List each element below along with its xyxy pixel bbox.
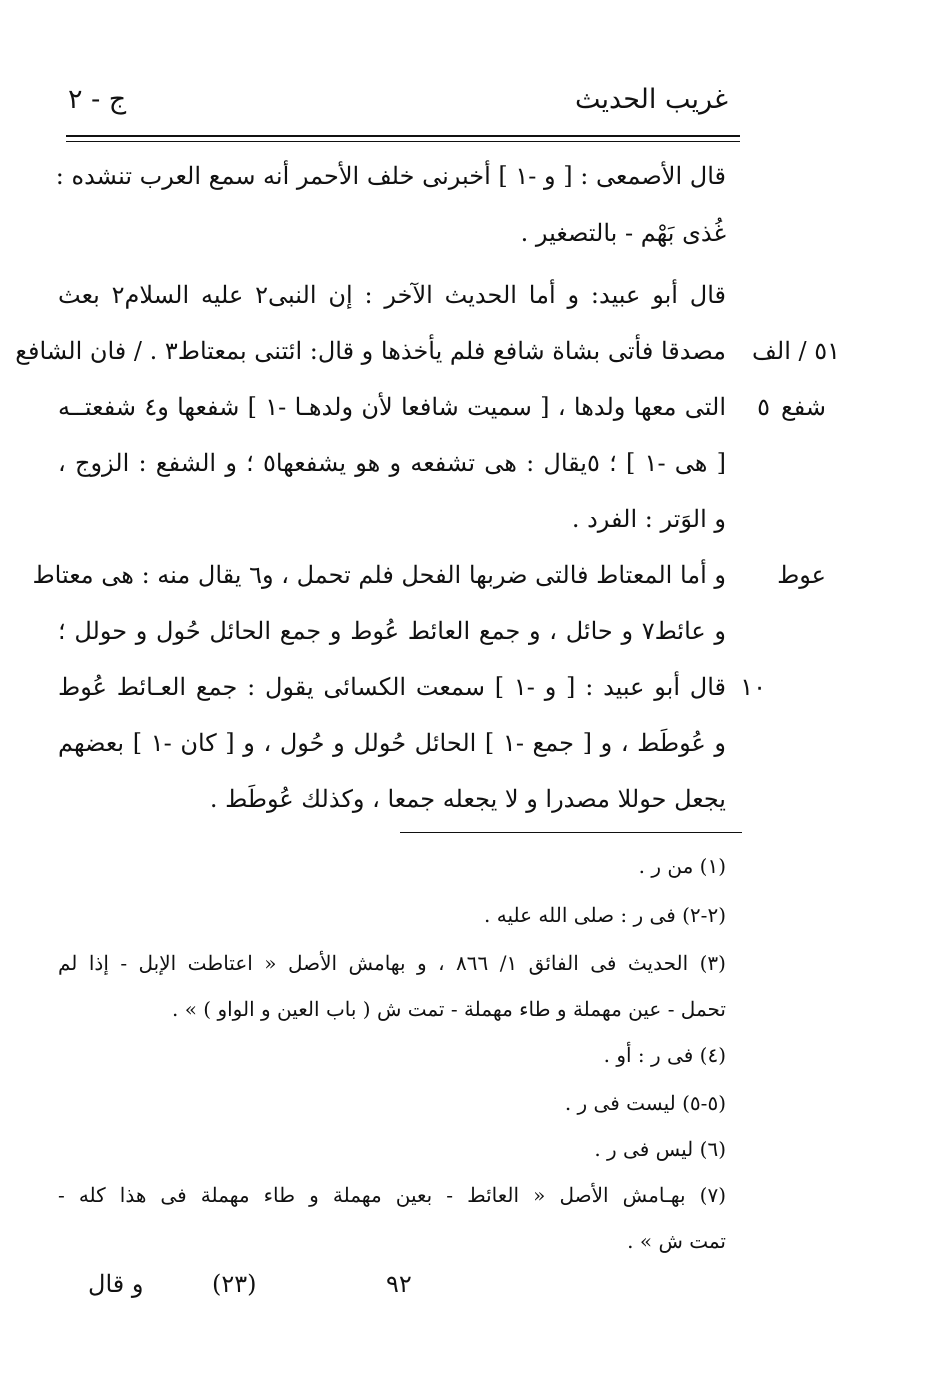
text-line: و الوَتر : الفرد .	[571, 505, 726, 533]
folio-marker: ٥١ / الف	[752, 337, 840, 365]
marginal-keyword: عوط	[777, 561, 826, 589]
line-number: ٥	[757, 393, 770, 421]
footnote: (١) من ر .	[638, 854, 726, 878]
text-line: قال الأصمعى : [ و -١ ] أخبرنى خلف الأحمر أنه سمع العرب تنشده :	[55, 162, 726, 190]
text-line: التى معها ولدها ، [ سميت شافعا لأن ولدهـا -١ ] شفعها و٤ شفعتــه	[58, 393, 726, 421]
footnote: (٢-٢) فى ر : صلى الله عليه .	[484, 903, 726, 927]
footnote: تمت ش » .	[627, 1229, 726, 1253]
footnote: (٧) بهـامش الأصل « العائط - بعين مهملة و طاء مهملة فى هذا كله -	[58, 1183, 726, 1207]
header-rule-thin	[66, 141, 740, 142]
text-line: قال أبو عبيد : [ و -١ ] سمعت الكسائى يقول : جمع العـائط عُوط	[58, 673, 727, 701]
marginal-keyword: شفع	[780, 393, 826, 421]
catchword: و قال	[88, 1270, 144, 1298]
text-line: غُذى بَهْم - بالتصغير .	[520, 219, 726, 247]
footnote-rule	[400, 832, 742, 833]
footnote: تحمل - عين مهملة و طاء مهملة - تمت ش ( باب العين و الواو ) » .	[171, 997, 726, 1021]
text-line: [ هى -١ ] ؛ ٥يقال : هى تشفعه و هو يشفعها٥ ؛ و الشفع : الزوج ،	[58, 449, 727, 477]
header-rule-thick	[66, 135, 740, 137]
page-number: ٩٢	[386, 1270, 412, 1298]
text-line: و أما المعتاط فالتى ضربها الفحل فلم تحمل ، و٦ يقال منه : هى معتاط	[32, 561, 726, 589]
text-line: و عُوطَط ، و [ جمع -١ ] الحائل حُولل و حُول ، و [ كان -١ ] بعضهم	[58, 729, 726, 757]
running-title: غريب الحديث	[575, 84, 728, 115]
footnote: (٦) ليس فى ر .	[594, 1137, 726, 1161]
text-line: يجعل حوللا مصدرا و لا يجعله جمعا ، وكذلك عُوطَط .	[209, 785, 726, 813]
footnote: (٣) الحديث فى الفائق ١/ ٨٦٦ ، و بهامش الأصل « اعتاطت الإبل - إذا لم	[58, 951, 726, 975]
footnote: (٤) فى ر : أو .	[603, 1043, 726, 1067]
line-number: ١٠	[740, 673, 766, 701]
footnote: (٥-٥) ليست فى ر .	[564, 1091, 726, 1115]
text-line: مصدقا فأتى بشاة شافع فلم يأخذها و قال: ائتنى بمعتاط٣ . / فان الشافع	[15, 337, 726, 365]
volume-label: ج - ٢	[68, 84, 127, 115]
sheet-number: (٢٣)	[212, 1270, 257, 1298]
text-line: و عائط٧ و حائل ، و جمع العائط عُوط و جمع الحائل حُول و حولل ؛	[58, 617, 727, 645]
text-line: قال أبو عبيد: و أما الحديث الآخر : إن النبى٢ عليه السلام٢ بعث	[58, 281, 727, 309]
